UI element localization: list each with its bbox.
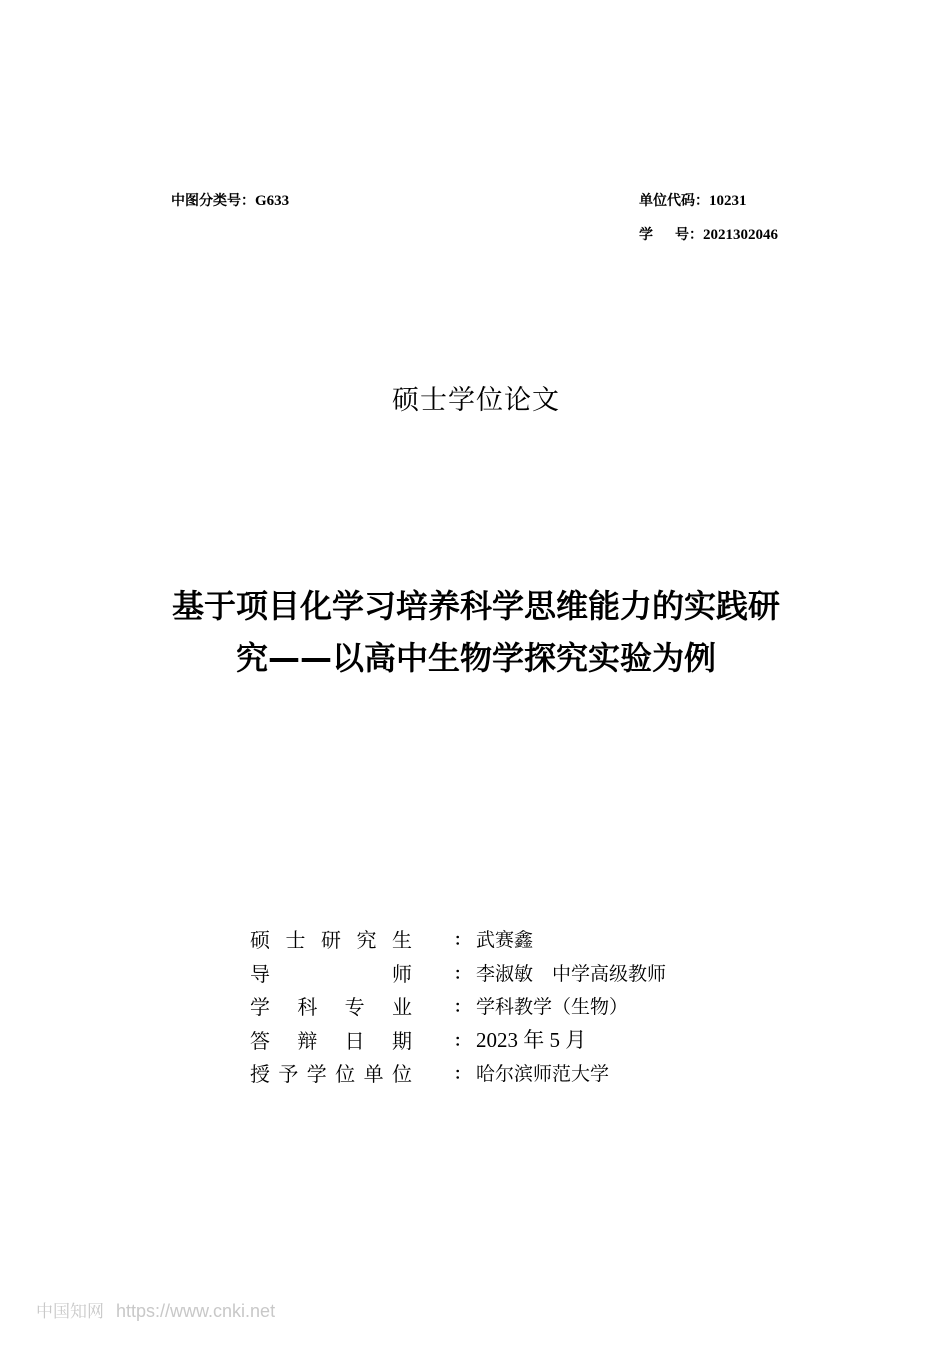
classification-label: 中图分类号： [171,193,255,209]
watermark-url: https://www.cnki.net [116,1301,276,1321]
student-id-value: 2021302046 [703,227,778,243]
info-row-major [250,989,666,1023]
info-value-advisor: 李淑敏 中学高级教师 [476,962,667,985]
info-colon: ： [454,930,471,950]
label-char: 学 [250,995,270,1020]
info-value-student: 武赛鑫 [476,929,534,952]
thesis-title-line-2: 究——以高中生物学探究实验为例 [235,639,716,677]
label-char: 答 [250,1028,270,1053]
unit-code-value: 10231 [709,193,747,209]
student-id-label-b: 号： [675,227,703,243]
label-char: 单 [363,1062,384,1087]
classification-value: G633 [255,193,290,209]
info-value-defense-date: 2023 年 5 月 [476,1028,587,1053]
unit-code-label: 单位代码： [639,193,709,209]
classification-number [171,190,289,210]
info-value-institution: 哈尔滨师范大学 [476,1063,610,1086]
info-colon: ： [454,963,471,983]
thesis-title-line-1: 基于项目化学习培养科学思维能力的实践研 [171,587,780,625]
label-char: 导 [250,961,270,986]
watermark-name: 中国知网 [36,1302,104,1322]
label-char: 究 [356,928,377,953]
label-char: 业 [391,995,412,1020]
label-char: 学 [306,1062,327,1087]
label-char: 生 [392,928,412,953]
info-colon: ： [454,1064,471,1084]
label-char: 辩 [297,1028,318,1053]
thesis-title [120,580,832,684]
label-char: 硕 [250,928,270,953]
label-char: 研 [321,928,341,953]
info-row-institution [250,1056,666,1090]
unit-code [639,190,747,210]
cnki-watermark [36,1297,275,1322]
degree-type: 硕士学位论文 [392,385,560,416]
info-value-major: 学科教学（生物） [476,996,629,1019]
label-char: 期 [391,1028,412,1053]
info-label [250,958,412,987]
label-char: 授 [250,1062,270,1087]
label-char: 位 [335,1062,356,1087]
info-label [250,924,412,953]
label-char: 位 [391,1062,412,1087]
info-label [250,991,412,1020]
label-char: 专 [344,995,365,1020]
label-char: 予 [278,1062,299,1087]
info-colon: ： [454,997,471,1017]
info-row-defense-date [250,1023,666,1057]
student-id [639,224,778,244]
label-char: 日 [344,1028,365,1053]
info-label [250,1058,412,1087]
student-id-label-a: 学 [639,227,653,243]
info-row-student [250,922,666,956]
info-label [250,1025,412,1054]
info-colon: ： [454,1030,471,1050]
thesis-info-table [250,922,666,1090]
label-char: 师 [392,961,412,986]
info-row-advisor [250,956,666,990]
label-char: 科 [297,995,318,1020]
label-char: 士 [285,928,306,953]
